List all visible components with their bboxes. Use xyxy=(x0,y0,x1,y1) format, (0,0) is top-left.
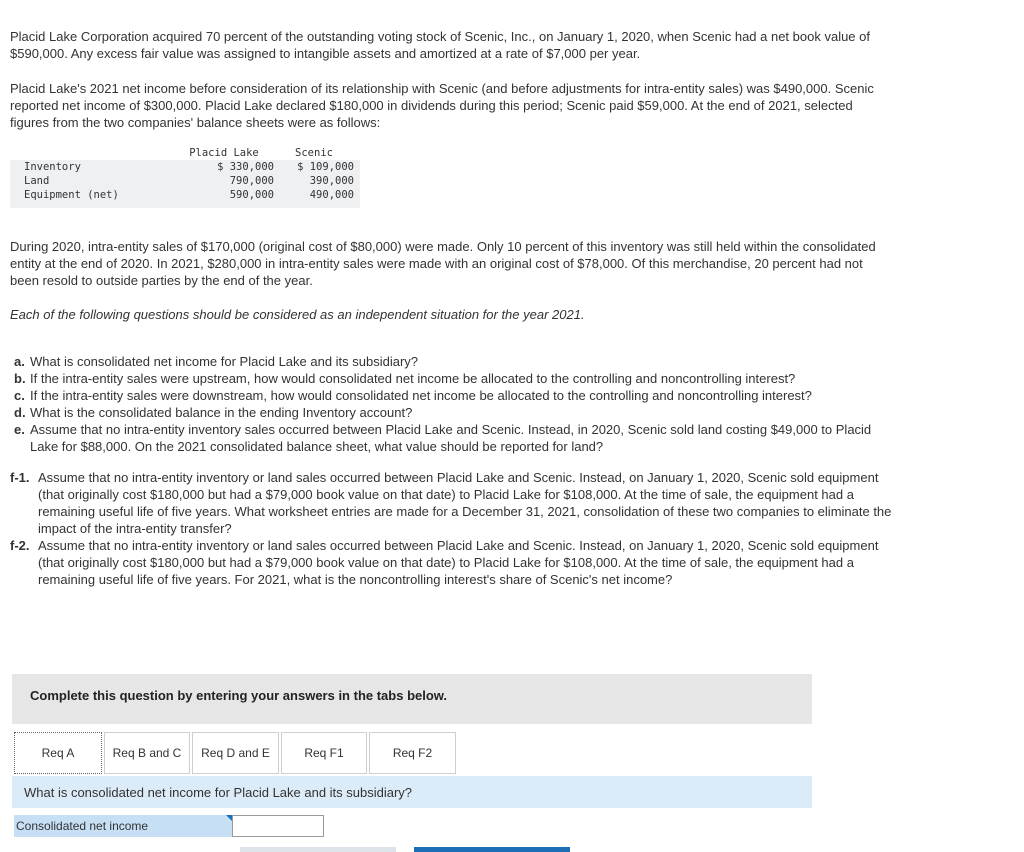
question-label: a. xyxy=(14,354,25,369)
placid-lake-value: 590,000 xyxy=(229,189,274,201)
table-header-placid-lake: Placid Lake xyxy=(189,147,259,159)
question-text: Assume that no intra-entity inventory or land sales occurred between Placid Lake and Scenic. Instead, on January 1, 2020, Scenic sold equipment (that originally cost $180,000 but had a $79,000 book value on that date) to Placid Lake for $108,000. At the time of sale, the equipment had a remaining useful life of five years. For 2021, what is the noncontrolling interest's share of Scenic's net income? xyxy=(38,538,879,587)
tab-req-f1[interactable]: Req F1 xyxy=(281,732,367,774)
answer-row xyxy=(14,815,324,837)
table-row xyxy=(10,160,360,174)
tab-req-d-and-e[interactable]: Req D and E xyxy=(192,732,279,774)
intro-paragraph-1: Placid Lake Corporation acquired 70 percent of the outstanding voting stock of Scenic, Inc., on January 1, 2020, when Scenic had a net book value of $590,000. Any excess fair value was assigned to intangible assets and amortized at a rate of $7,000 per year. xyxy=(10,29,870,61)
question-e xyxy=(10,421,900,455)
question-label: b. xyxy=(14,371,26,386)
instruction-banner xyxy=(12,674,812,724)
table-header-row xyxy=(10,146,360,160)
row-label: Inventory xyxy=(24,161,81,173)
question-label: d. xyxy=(14,405,26,420)
table-header-scenic: Scenic xyxy=(295,147,333,159)
scenic-value: 490,000 xyxy=(309,189,354,201)
question-label: c. xyxy=(14,388,25,403)
placid-lake-value: 790,000 xyxy=(229,175,274,187)
instruction-text: Complete this question by entering your answers in the tabs below. xyxy=(30,688,448,703)
intro-paragraph-2: Placid Lake's 2021 net income before consideration of its relationship with Scenic (and before adjustments for intra-entity sales) was $490,000. Scenic reported net income of $300,000. Placid Lake declared $180,000 in dividends during this period; Scenic paid $59,000. At the end of 2021, selected figures from the two companies' balance sheets were as follows: xyxy=(10,81,874,130)
question-text: Assume that no intra-entity inventory sales occurred between Placid Lake and Scenic. Instead, in 2020, Scenic sold land costing $49,000 to Placid Lake for $88,000. On the 2021 consolidated balance sheet, what value should be reported for land? xyxy=(30,422,872,454)
question-text: Assume that no intra-entity inventory or land sales occurred between Placid Lake and Scenic. Instead, on January 1, 2020, Scenic sold equipment (that originally cost $180,000 but had a $79,000 book value on that date) to Placid Lake for $108,000. At the time of sale, the equipment had a remaining useful life of five years. What worksheet entries are made for a December 31, 2021, consolidation of these two companies to eliminate the impact of the intra-entity transfer? xyxy=(38,470,892,536)
question-label: f-1. xyxy=(10,470,30,485)
question-f1 xyxy=(10,469,900,537)
table-header-blank xyxy=(10,146,174,160)
question-text: If the intra-entity sales were downstream, how would consolidated net income be allocated to the controlling and noncontrolling interest? xyxy=(30,388,812,403)
question-c xyxy=(10,387,900,404)
table-row xyxy=(10,174,360,188)
tab-req-b-and-c[interactable]: Req B and C xyxy=(104,732,190,774)
tab-req-a[interactable]: Req A xyxy=(14,732,102,774)
scenic-value: $ 109,000 xyxy=(297,161,354,173)
question-text: If the intra-entity sales were upstream, how would consolidated net income be allocated to the controlling and noncontrolling interest? xyxy=(30,371,796,386)
prev-button[interactable] xyxy=(240,847,396,852)
intro-paragraph-3: During 2020, intra-entity sales of $170,000 (original cost of $80,000) were made. Only 10 percent of this inventory was still held within the consolidated entity at the end of 2020. In 2021, $280,000 in intra-entity sales were made with an original cost of $78,000. Of this merchandise, 20 percent had not been resold to outside parties by the end of the year. xyxy=(10,239,876,288)
question-prompt xyxy=(12,776,812,808)
table-row xyxy=(10,188,360,208)
next-button[interactable] xyxy=(414,847,570,852)
question-text: What is consolidated net income for Placid Lake and its subsidiary? xyxy=(30,354,419,369)
question-f2 xyxy=(10,537,900,588)
question-list xyxy=(10,353,900,588)
placid-lake-value: $ 330,000 xyxy=(217,161,274,173)
instructions-note: Each of the following questions should be considered as an independent situation for the year 2021. xyxy=(10,307,585,322)
row-label: Equipment (net) xyxy=(24,189,119,201)
tab-req-f2[interactable]: Req F2 xyxy=(369,732,456,774)
requirement-tabs xyxy=(14,732,458,774)
balance-sheet-figures-table xyxy=(10,146,360,208)
consolidated-net-income-input[interactable] xyxy=(232,815,324,837)
scenic-value: 390,000 xyxy=(309,175,354,187)
question-label: f-2. xyxy=(10,538,30,553)
question-d xyxy=(10,404,900,421)
prompt-text: What is consolidated net income for Placid Lake and its subsidiary? xyxy=(24,785,413,800)
question-a xyxy=(10,353,900,370)
row-label: Land xyxy=(24,175,50,187)
question-label: e. xyxy=(14,422,25,437)
question-b xyxy=(10,370,900,387)
answer-label: Consolidated net income xyxy=(14,815,232,837)
question-text: What is the consolidated balance in the ending Inventory account? xyxy=(30,405,413,420)
